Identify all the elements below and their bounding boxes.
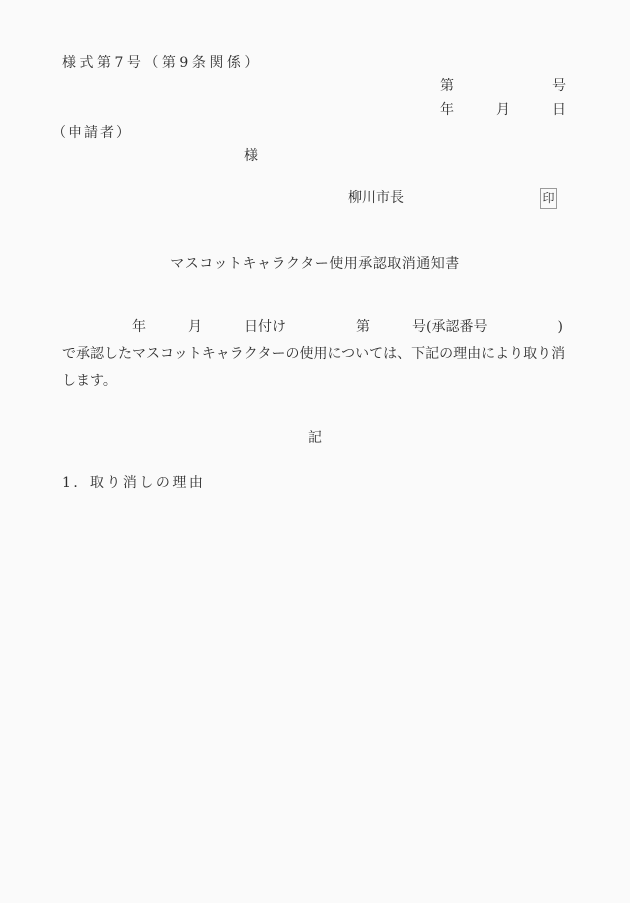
inkan-seal-box: 印 bbox=[540, 188, 557, 209]
body-paragraph-line-3: します。 bbox=[62, 373, 117, 389]
document-title: マスコットキャラクター使用承認取消通知書 bbox=[170, 256, 460, 272]
addressee-honorific: 様 bbox=[244, 148, 258, 164]
issue-date-line: 年 月 日 bbox=[440, 102, 566, 118]
applicant-label: （申請者） bbox=[52, 125, 132, 141]
mayor-name: 柳川市長 bbox=[348, 190, 404, 206]
record-marker: 記 bbox=[308, 430, 322, 446]
document-number-line: 第 号 bbox=[440, 78, 566, 94]
body-paragraph-line-1: 年 月 日付け 第 号(承認番号 ) bbox=[62, 319, 563, 335]
form-number-label: 様式第7号（第9条関係） bbox=[62, 55, 262, 71]
item-cancellation-reason: 1．取り消しの理由 bbox=[62, 475, 206, 491]
body-paragraph-line-2: で承認したマスコットキャラクターの使用については、下記の理由により取り消 bbox=[62, 346, 566, 362]
